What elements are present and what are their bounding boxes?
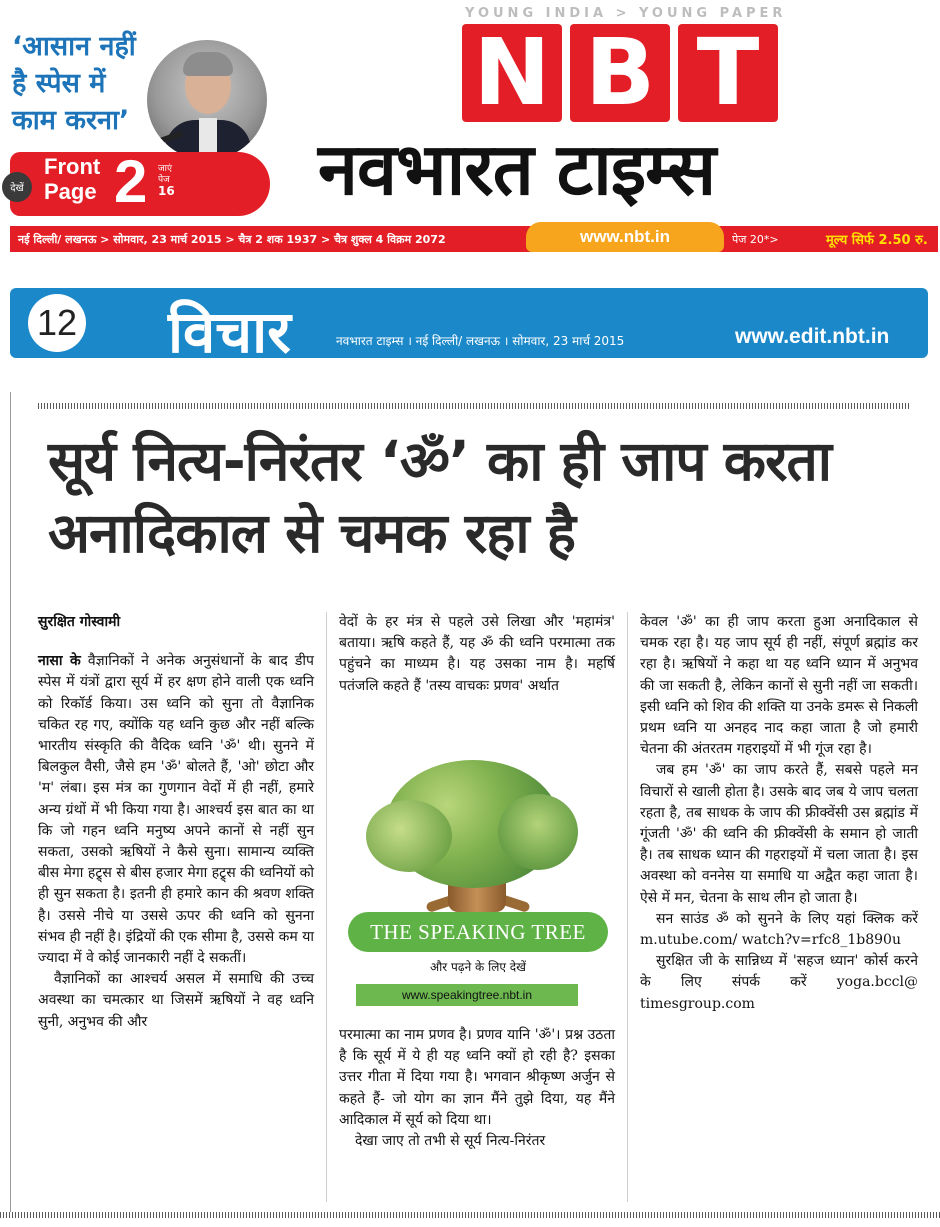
website-link[interactable]: www.nbt.in <box>526 222 724 252</box>
tree-foliage <box>498 794 578 870</box>
paragraph-text: वैज्ञानिकों ने अनेक अनुसंधानों के बाद डीप स्पेस में यंत्रों द्वारा सूर्य में हर क्षण होने वाली एक ध्वनि को रिकॉर्ड किया। उस ध्वनि को सुना तो वैज्ञानिक चकित रह गए, क्योंकि यह ध्वनि कुछ और नहीं बल्कि भारतीय संस्कृति की वैदिक ध्वनि 'ॐ' थी। सुनने में बिलकुल वैसी, जैसे हम 'ॐ' बोलते हैं, 'ओ' छोटा और 'म' लंबा। इस मंत्र का गुणगान वेदों में ही नहीं, हमारे अन्य ग्रंथों में भी किया गया है। आश्चर्य इस बात का था कि जो गहन ध्वनि मनुष्य अपने कानों से नहीं सुन सकता, उसको ऋषियों ने कैसे सुना। सामान्य व्यक्ति बीस मेगा हट्र्स से बीस हजार मेगा हट्र्स की ध्वनियों को ही सुन सकता है। इतनी ही हमारे कान की श्रवण शक्ति है। उससे नीचे या उससे ऊपर की ध्वनि को सुनना संभव ही नहीं है। इंद्रियों की एक सीमा है, उससे कम या ज्यादा में वे कोई जानकारी नहीं दे सकतीं। <box>38 653 314 967</box>
dekhen-label: देखें <box>2 172 32 202</box>
speaking-tree-banner[interactable]: THE SPEAKING TREE <box>348 912 608 952</box>
price: मूल्य सिर्फ 2.50 रु. <box>826 233 928 248</box>
paragraph: वेदों के हर मंत्र से पहले उसे लिखा और 'महामंत्र' बताया। ऋषि कहते हैं, यह ॐ की ध्वनि परमात्मा तक पहुंचने का माध्यम है। यह उसका नाम है। महर्षि पतंजलि कहते हैं 'तस्य वाचकः प्रणव' अर्थात <box>339 614 615 694</box>
nbt-logo[interactable] <box>462 19 778 126</box>
page-number: 16 <box>158 184 175 198</box>
section-page-number: 12 <box>28 294 86 352</box>
front-page-label: Front Page <box>44 154 101 204</box>
paragraph: वैज्ञानिकों का आश्चर्य असल में समाधि की उच्च अवस्था का चमत्कार था जिसमें ऋषियों ने वह ध्वनि सुनी, अनुभव की और <box>38 971 314 1030</box>
paragraph-contact[interactable]: सुरक्षित जी के सान्निध्य में 'सहज ध्यान' कोर्स करने के लिए संपर्क करें yoga.bccl@ timesgroup.com <box>640 953 918 1012</box>
article-column-2-continued <box>339 1025 615 1152</box>
teaser-photo[interactable] <box>147 40 267 160</box>
logo-letter-n: N <box>462 24 562 122</box>
dateline: नई दिल्ली/ लखनऊ > सोमवार, 23 मार्च 2015 > चैत्र 2 शक 1937 > चैत्र शुक्ल 4 विक्रम 2072 <box>18 233 446 246</box>
paragraph: केवल 'ॐ' का ही जाप करता हुआ अनादिकाल से चमक रहा है। यह जाप सूर्य ही नहीं, संपूर्ण ब्रह्मांड कर रहा है। ऋषियों ने कहा था यह ध्वनि ध्यान में अनुभव की जा सकती है, लेकिन कानों से सुनी नहीं जा सकती। इसी ध्वनि को शिव की शक्ति या उनके डमरू से निकली प्रथम ध्वनि या अनहद नाद कहा जाता है जो हमारी चेतना की अंतरतम गहराइयों में भी गूंज रहा है। <box>640 614 918 758</box>
tree-foliage <box>366 800 452 872</box>
paragraph: परमात्मा का नाम प्रणव है। प्रणव यानि 'ॐ'। प्रश्न उठता है कि सूर्य में ये ही यह ध्वनि क्यों हो रही है? इसका उत्तर गीता में दिया गया है। भगवान श्रीकृष्ण अर्जुन से कहते हैं- जो योग का ज्ञान मैंने तुझे दिया, यह मैंने आदिकाल में सूर्य को दिया था। <box>339 1027 615 1128</box>
paragraph-link[interactable]: सन साउंड ॐ को सुनने के लिए यहां क्लिक करें m.utube.com/ watch?v=rfc8_1b890u <box>640 910 918 949</box>
paragraph: देखा जाए तो तभी से सूर्य नित्य-निरंतर <box>355 1133 546 1150</box>
frame-left-rule <box>10 392 11 1212</box>
section-title: विचार <box>168 298 291 366</box>
byline: सुरक्षित गोस्वामी <box>38 614 121 630</box>
column-divider <box>326 612 327 1202</box>
top-rule <box>38 403 910 409</box>
go-label: जाएं <box>158 164 172 174</box>
column-divider <box>627 612 628 1202</box>
article-headline: सूर्य नित्य-निरंतर ‘ॐ’ का ही जाप करता अनादिकाल से चमक रहा है <box>48 429 832 565</box>
go-to-page-label <box>158 164 175 199</box>
front-page-number: 2 <box>114 148 148 215</box>
promo-url[interactable]: www.speakingtree.nbt.in <box>356 984 578 1006</box>
article-column-2 <box>339 612 615 697</box>
logo-letter-b: B <box>570 24 670 122</box>
logo-letter-t: T <box>678 24 778 122</box>
speaking-tree-promo[interactable] <box>348 748 610 1010</box>
teaser-quote[interactable]: ‘आसान नहीं है स्पेस में काम करना’ <box>12 31 136 136</box>
bottom-rule <box>0 1212 940 1218</box>
promo-more-text: और पढ़ने के लिए देखें <box>430 960 526 974</box>
paragraph: जब हम 'ॐ' का जाप करते हैं, सबसे पहले मन विचारों से खाली होता है। उसके बाद जब ये जाप चलता रहता है, तब साधक के जाप की फ्रीक्वेंसी उस ब्रह्मांड में गूंजती 'ॐ' की ध्वनि की फ्रीक्वेंसी के समान हो जाती है। तब साधक ध्यान की गहराइयों में चला जाता है। इस अवस्था को वननेस या समाधि या अद्वैत कहा जाता है। ऐसे में मन, चेतना के साथ लीन हो जाता है। <box>640 762 918 906</box>
masthead-tagline: YOUNG INDIA > YOUNG PAPER <box>465 6 787 21</box>
article-column-3 <box>640 612 918 1015</box>
masthead-title: नवभारत टाइम्स <box>318 127 716 211</box>
section-url[interactable]: www.edit.nbt.in <box>735 325 890 348</box>
section-info: नवभारत टाइम्स । नई दिल्ली/ लखनऊ । सोमवार, 23 मार्च 2015 <box>336 334 625 348</box>
paragraph <box>38 651 314 969</box>
page-label: पेज <box>158 175 170 185</box>
lead-word: नासा के <box>38 653 81 670</box>
page-count: पेज 20*> <box>732 233 779 246</box>
article-column-1 <box>38 612 314 1033</box>
